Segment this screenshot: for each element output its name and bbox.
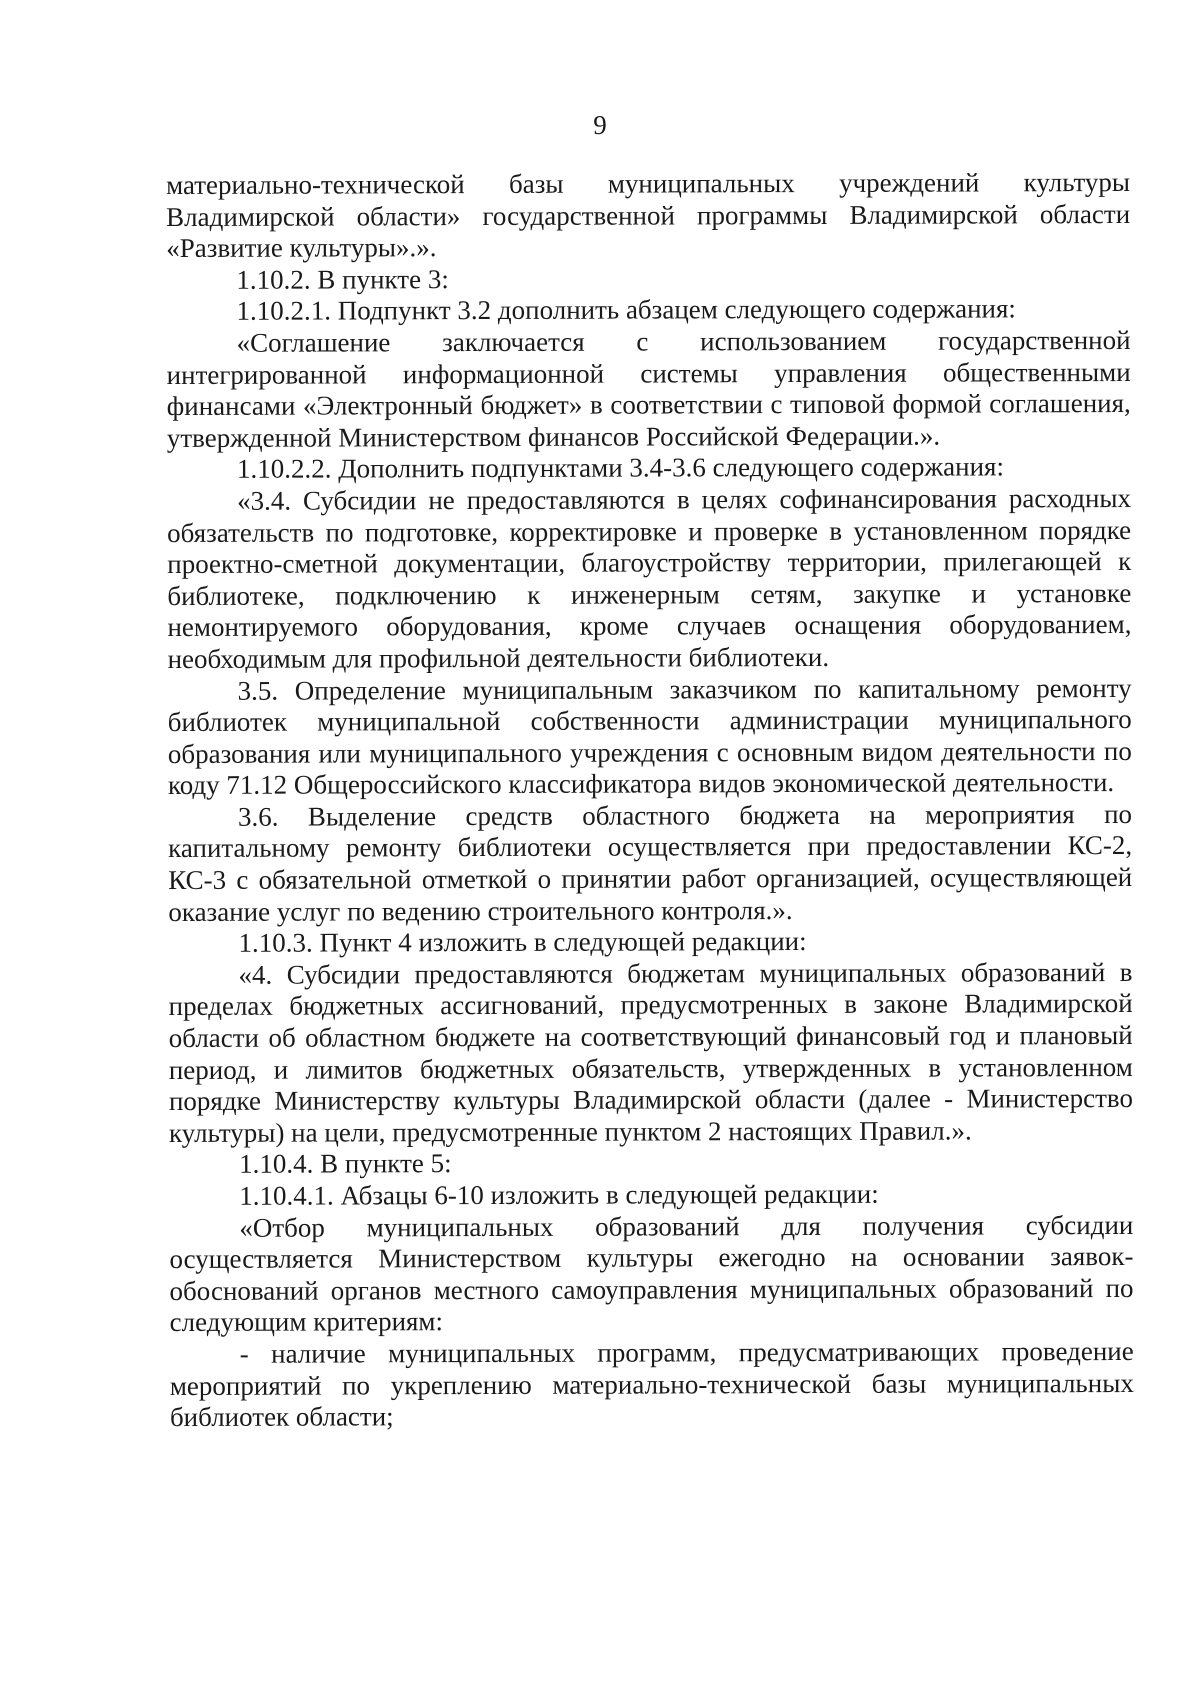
paragraph-item-1-10-2-1: 1.10.2.1. Подпункт 3.2 дополнить абзацем следующего содержания: — [236, 293, 1016, 327]
paragraph-subitem-3-5: 3.5. Определение муниципальным заказчиком по капитальному ремонту библиотек муниципальной собственности администрации муниципального образования или муниципального учреждения с основным видом деятельности по коду 71.12 Общероссийского классификатора видов экономической деятельности. — [167, 672, 1132, 801]
paragraph-subitem-3-6: 3.6. Выделение средств областного бюджета на мероприятия по капитальному ремонту библиотеки осуществляется при предоставлении КС-2, КС-3 с обязательной отметкой о принятии работ организацией, осуществляющей оказание услуг по ведению строительного контроля.». — [168, 798, 1133, 927]
paragraph-selection: «Отбор муниципальных образований для получения субсидии осуществляется Министерством культуры ежегодно на основании заявок-обоснований органов местного самоуправления муниципальных образований по следующим критериям: — [169, 1209, 1134, 1338]
paragraph-criterion-1: - наличие муниципальных программ, предусматривающих проведение мероприятий по укреплению материально-технической базы муниципальных библиотек области; — [169, 1335, 1134, 1433]
page-number: 9 — [593, 110, 607, 140]
paragraph-item-1-10-4: 1.10.4. В пункте 5: — [239, 1148, 452, 1180]
paragraph-agreement: «Соглашение заключается с использованием государственной интегрированной информационной системы управления общественными финансами «Электронный бюджет» в соответствии с типовой формой соглашения, утвержденной Министерством финансов Российской Федерации.». — [166, 324, 1131, 453]
paragraph-item-1-10-4-1: 1.10.4.1. Абзацы 6-10 изложить в следующей редакции: — [239, 1178, 879, 1211]
paragraph-continuation: материально-технической базы муниципальных учреждений культуры Владимирской области» государственной программы Владимирской области «Развитие культуры».». — [166, 166, 1131, 264]
paragraph-item-1-10-2-2: 1.10.2.2. Дополнить подпунктами 3.4-3.6 следующего содержания: — [236, 451, 1004, 485]
paragraph-item-4: «4. Субсидии предоставляются бюджетам муниципальных образований в пределах бюджетных ассигнований, предусмотренных в законе Владимирской области об областном бюджете на соответствующий финансовый год и плановый период, и лимитов бюджетных обязательств, утвержденных в установленном порядке Министерству культуры Владимирской области (далее - Министерство культуры) на цели, предусмотренные пунктом 2 настоящих Правил.». — [168, 956, 1133, 1148]
paragraph-subitem-3-4: «3.4. Субсидии не предоставляются в целях софинансирования расходных обязательств по подготовке, корректировке и проверке в установленном порядке проектно-сметной документации, благоустройству территории, прилегающей к библиотеке, подключению к инженерным сетям, закупке и установке немонтируемого оборудования, кроме случаев оснащения оборудованием, необходимым для профильной деятельности библиотеки. — [167, 482, 1132, 674]
paragraph-item-1-10-2: 1.10.2. В пункте 3: — [236, 263, 449, 295]
paragraph-item-1-10-3: 1.10.3. Пункт 4 изложить в следующей редакции: — [238, 926, 807, 959]
document-body — [166, 167, 1134, 1434]
